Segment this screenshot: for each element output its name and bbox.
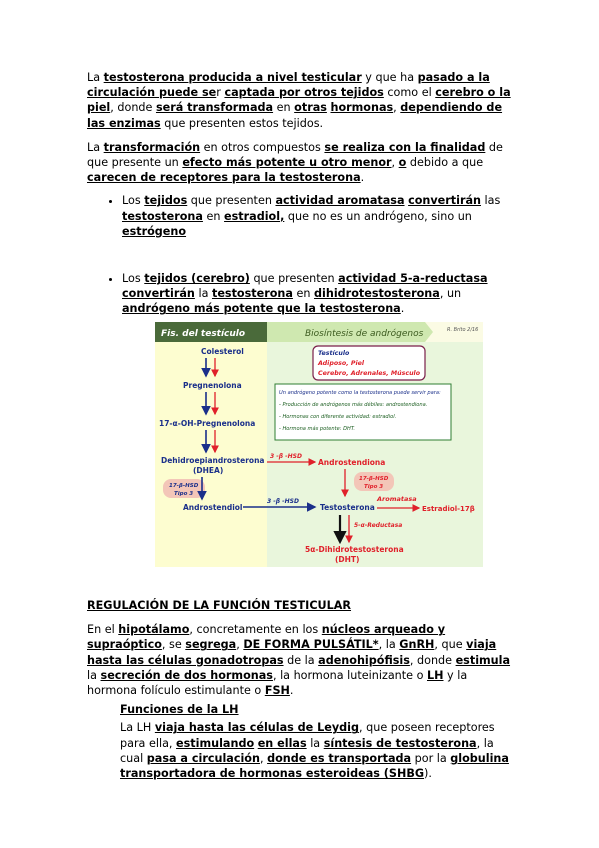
- node-colesterol: Colesterol: [201, 347, 244, 356]
- text-run: , la cual: [120, 736, 494, 765]
- text-run: la: [194, 287, 212, 301]
- tissue-list: [87, 193, 517, 316]
- text-run: , que: [434, 638, 467, 652]
- node-dht: 5α-Dihidrotestosterona: [305, 545, 404, 554]
- emphasis-text: convertirán: [122, 287, 195, 301]
- svg-text:17-β-HSD: 17-β-HSD: [359, 476, 389, 482]
- emphasis-text: se realiza con la finalidad: [324, 140, 486, 154]
- paragraph-testosterone-transport: [87, 70, 517, 131]
- emphasis-text: dihidrotestosterona: [314, 287, 440, 301]
- text-run: de la: [283, 653, 319, 667]
- text-run: en: [202, 209, 225, 223]
- emphasis-text: transformación: [103, 140, 201, 154]
- text-run: que presenten: [187, 194, 276, 208]
- emphasis-text: hormonas: [330, 101, 394, 115]
- text-run: las: [480, 194, 501, 208]
- emphasis-text: GnRH: [399, 638, 435, 652]
- emphasis-text: globulina transportadora de hormonas esteroideas (SHBG: [120, 751, 509, 781]
- enzyme-3bhsd-bottom: 3 -β -HSD: [267, 498, 299, 505]
- text-run: , donde: [110, 101, 156, 115]
- emphasis-text: segrega: [185, 638, 237, 652]
- text-run: Los: [122, 272, 145, 286]
- text-run: por la: [411, 751, 451, 765]
- emphasis-text: testosterona: [211, 287, 293, 301]
- text-run: , se: [161, 638, 186, 652]
- svg-text:Cerebro, Adrenales, Músculo: Cerebro, Adrenales, Músculo: [318, 370, 421, 377]
- node-testosterona: Testosterona: [320, 503, 375, 512]
- emphasis-text: testosterona producida a nivel testicular: [103, 71, 362, 84]
- svg-text:- Producción de andrógenos más: - Producción de andrógenos más débiles: androstendiona.: [279, 402, 428, 408]
- node-pregnenolona: Pregnenolona: [183, 381, 242, 390]
- text-run: debido a que: [406, 156, 484, 170]
- text-run: que presenten: [249, 272, 339, 286]
- text-run: ,: [391, 156, 399, 170]
- text-run: , la hormona luteinizante o: [272, 668, 427, 682]
- text-run: en otros compuestos: [200, 140, 325, 154]
- enzyme-aromatasa: Aromatasa: [377, 495, 417, 503]
- node-dhea: Dehidroepiandrosterona: [161, 456, 265, 465]
- text-run: ,: [393, 101, 401, 115]
- text-run: en: [273, 101, 295, 115]
- text-run: .: [360, 171, 365, 185]
- node-dhea-abbr: (DHEA): [193, 466, 224, 475]
- text-run: La LH: [120, 721, 155, 735]
- emphasis-text: o: [398, 156, 407, 170]
- text-run: Los: [122, 194, 145, 208]
- emphasis-text: FSH: [264, 684, 290, 698]
- svg-text:Adiposo, Piel: Adiposo, Piel: [318, 360, 365, 367]
- text-run: en: [292, 287, 315, 301]
- androgen-biosynthesis-figure: [155, 322, 483, 567]
- text-run: , un: [439, 287, 462, 301]
- paragraph-hypothalamus: [87, 622, 517, 698]
- emphasis-text: LH: [427, 668, 444, 682]
- enzyme-3bhsd-top: 3 -β -HSD: [270, 453, 302, 460]
- text-run: de que presente un: [87, 140, 503, 170]
- text-run: .: [400, 302, 405, 316]
- emphasis-text: otras: [294, 101, 327, 115]
- emphasis-text: actividad aromatasa: [275, 194, 405, 208]
- emphasis-text: tejidos (cerebro): [144, 272, 250, 286]
- text-run: , concretamente en los: [189, 623, 322, 637]
- emphasis-text: hipotálamo: [118, 623, 190, 637]
- node-androstendiona: Androstendiona: [318, 458, 386, 467]
- emphasis-text: viaja hasta las células gonadotropas: [87, 638, 497, 667]
- emphasis-text: actividad 5-a-reductasa: [338, 272, 488, 286]
- svg-text:Un andrógeno potente como la t: Un andrógeno potente como la testosterona puede servir para:: [279, 390, 441, 396]
- emphasis-text: estimula: [455, 653, 511, 667]
- svg-text:Tipo 3: Tipo 3: [364, 484, 384, 490]
- text-run: La: [87, 140, 104, 154]
- corner-label: R. Brito 2/16: [447, 327, 479, 333]
- emphasis-text: estrógeno: [122, 224, 187, 238]
- emphasis-text: efecto más potente u otro menor: [182, 156, 392, 170]
- text-run: que presenten estos tejidos.: [160, 116, 324, 130]
- emphasis-text: adenohipófisis: [318, 653, 410, 667]
- emphasis-text: pasa a circulación: [146, 751, 260, 765]
- emphasis-text: dependiendo de las enzimas: [87, 101, 503, 130]
- emphasis-text: núcleos arqueado y supraóptico: [87, 623, 446, 652]
- header-right-label: Biosíntesis de andrógenos: [305, 329, 424, 339]
- emphasis-text: en ellas: [257, 736, 307, 750]
- emphasis-text: testosterona: [122, 209, 203, 223]
- emphasis-text: donde es transportada: [267, 751, 412, 765]
- text-run: la: [306, 736, 324, 750]
- svg-text:17-β-HSD: 17-β-HSD: [169, 483, 199, 489]
- text-run: , la: [378, 638, 400, 652]
- text-run: En el: [87, 623, 119, 637]
- subsection-heading: Funciones de la LH: [120, 703, 239, 717]
- emphasis-text: convertirán: [408, 194, 481, 208]
- svg-text:Tipo 3: Tipo 3: [174, 491, 194, 497]
- text-run: ,: [236, 638, 244, 652]
- emphasis-text: cerebro o la piel: [87, 86, 511, 115]
- list-item-aromatase: [122, 193, 517, 239]
- enzyme-reductasa: 5-α-Reductasa: [354, 522, 403, 529]
- text-run: , que poseen receptores para ella,: [120, 721, 495, 750]
- emphasis-text: tejidos: [144, 194, 188, 208]
- text-run: que no es un andrógeno, sino un: [284, 209, 472, 223]
- text-run: .: [289, 684, 294, 698]
- emphasis-text: estradiol,: [224, 209, 285, 223]
- text-run: r: [216, 86, 225, 100]
- text-run: ,: [259, 751, 268, 765]
- emphasis-text: pasado a la circulación puede se: [87, 71, 490, 100]
- node-androstendiol: Androstendiol: [183, 503, 243, 512]
- emphasis-text: síntesis de testosterona: [323, 736, 477, 750]
- text-run: como el: [383, 86, 436, 100]
- svg-text:- Hormona más potente: DHT.: - Hormona más potente: DHT.: [279, 426, 355, 432]
- emphasis-text: secreción de dos hormonas: [100, 668, 273, 682]
- node-oh-pregnenolona: 17-α-OH-Pregnenolona: [159, 419, 256, 428]
- emphasis-text: DE FORMA PULSÁTIL*: [243, 638, 379, 652]
- section-heading: REGULACIÓN DE LA FUNCIÓN TESTICULAR: [87, 599, 352, 612]
- text-run: ).: [424, 767, 432, 781]
- text-run: la: [87, 668, 101, 682]
- emphasis-text: captada por otros tejidos: [224, 86, 384, 100]
- emphasis-text: estimulando: [176, 736, 255, 750]
- document-body: [87, 70, 517, 317]
- text-run: y la hormona folículo estimulante o: [87, 668, 468, 698]
- node-dht-abbr: (DHT): [335, 555, 360, 564]
- text-run: , donde: [409, 653, 456, 667]
- node-estradiol: Estradiol-17β: [422, 505, 475, 513]
- header-left-label: Fis. del testículo: [161, 329, 246, 339]
- lh-subsection: [87, 702, 517, 781]
- paragraph-lh-function: [120, 720, 517, 781]
- paragraph-transformation: [87, 140, 517, 186]
- emphasis-text: viaja hasta las células de Leydig: [154, 721, 360, 735]
- emphasis-text: será transformada: [155, 101, 274, 115]
- svg-text:- Hormonas con diferente activ: - Hormonas con diferente actividad: estradiol.: [279, 414, 397, 420]
- emphasis-text: andrógeno más potente que la testosterona: [122, 302, 401, 316]
- regulation-section: [87, 598, 517, 781]
- svg-text:Testículo: Testículo: [318, 350, 350, 357]
- text-run: La: [87, 71, 104, 84]
- text-run: y que ha: [361, 71, 418, 84]
- biosynthesis-diagram: [155, 322, 483, 567]
- list-item-reductase: [122, 271, 517, 317]
- emphasis-text: carecen de receptores para la testosterona: [87, 171, 361, 185]
